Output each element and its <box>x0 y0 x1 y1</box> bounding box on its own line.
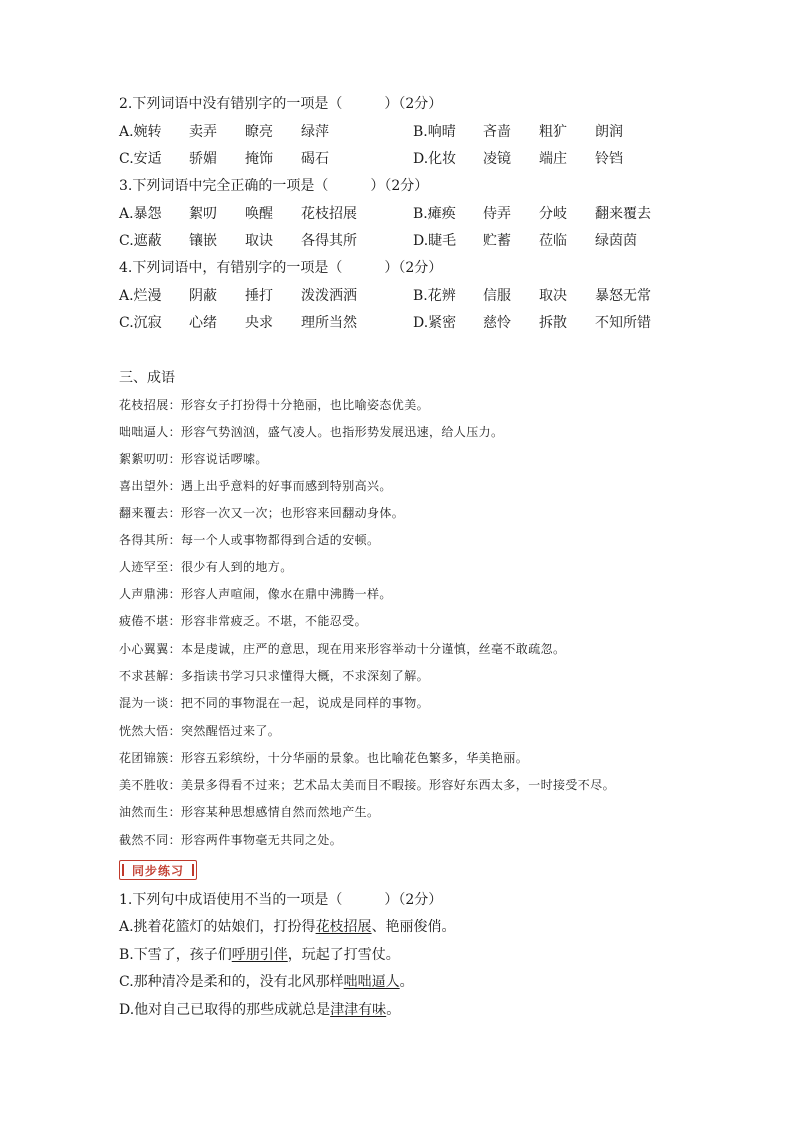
q2-options-row-1 <box>119 122 679 142</box>
q3-a-word-4: 花枝招展 <box>301 206 357 222</box>
q4-d-word-3: 拆散 <box>539 315 567 331</box>
option-c-idiom: 咄咄逼人 <box>343 974 400 990</box>
practice-option-d <box>119 1000 400 1020</box>
q4-a-word-4: 泼泼洒洒 <box>301 288 357 304</box>
q4-option-c: C.沉寂 <box>119 315 162 331</box>
q3-b-word-4: 翻来覆去 <box>595 206 651 222</box>
option-d-before: D.他对自己已取得的那些成就总是 <box>119 1002 331 1018</box>
q4-d-word-2: 慈怜 <box>483 315 511 331</box>
option-a-after: 、艳丽俊俏。 <box>371 919 456 935</box>
q3-option-a: A.暴怨 <box>119 206 162 222</box>
q2-b-word-2: 吝啬 <box>483 124 511 140</box>
option-c-after: 。 <box>399 974 414 990</box>
q4-option-b: B.花辨 <box>413 288 456 304</box>
idiom-entry-3: 絮絮叨叨：形容说话啰嗦。 <box>119 452 268 466</box>
option-b-before: B.下雪了，孩子们 <box>119 947 232 963</box>
idiom-entry-12: 混为一谈：把不同的事物混在一起，说成是同样的事物。 <box>119 696 430 710</box>
q2-a-word-2: 卖弄 <box>189 124 217 140</box>
idiom-entry-15: 美不胜收：美景多得看不过来；艺术品太美而目不暇接。形容好东西太多，一时接受不尽。 <box>119 778 616 792</box>
idiom-entry-6: 各得其所：每一个人或事物都得到合适的安顿。 <box>119 533 380 547</box>
q2-option-a: A.婉转 <box>119 124 162 140</box>
q3-a-word-3: 唤醒 <box>245 206 273 222</box>
option-c-before: C.那种清冷是柔和的，没有北风那样 <box>119 974 344 990</box>
question-4-stem: 4.下列词语中，有错别字的一项是（ ）（2分） <box>119 260 443 276</box>
section-3-title: 三、成语 <box>119 370 175 386</box>
q4-option-a: A.烂漫 <box>119 288 162 304</box>
option-d-idiom: 津津有味 <box>330 1002 387 1018</box>
q3-a-word-2: 絮叨 <box>189 206 217 222</box>
q3-option-b: B.瘫痪 <box>413 206 456 222</box>
q3-c-word-4: 各得其所 <box>301 233 357 249</box>
idiom-entry-10: 小心翼翼：本是虔诚，庄严的意思，现在用来形容举动十分谨慎，丝毫不敢疏忽。 <box>119 642 566 656</box>
idiom-entry-14: 花团锦簇：形容五彩缤纷，十分华丽的景象。也比喻花色繁多，华美艳丽。 <box>119 751 529 765</box>
q4-a-word-2: 阴蔽 <box>189 288 217 304</box>
q4-b-word-2: 信服 <box>483 288 511 304</box>
idiom-entry-1: 花枝招展：形容女子打扮得十分艳丽，也比喻姿态优美。 <box>119 398 430 412</box>
q2-c-word-2: 骄媚 <box>189 151 217 167</box>
idiom-entry-8: 人声鼎沸：形容人声喧闹，像水在鼎中沸腾一样。 <box>119 587 392 601</box>
practice-option-a <box>119 917 456 937</box>
q4-c-word-2: 心绪 <box>189 315 217 331</box>
idiom-entry-13: 恍然大悟：突然醒悟过来了。 <box>119 724 281 738</box>
q2-a-word-3: 瞭亮 <box>245 124 273 140</box>
q3-option-d: D.睫毛 <box>413 233 457 249</box>
q2-d-word-4: 铃铛 <box>595 151 623 167</box>
q4-c-word-4: 理所当然 <box>301 315 357 331</box>
q2-options-row-2 <box>119 149 679 169</box>
question-2-stem: 2.下列词语中没有错别字的一项是（ ）（2分） <box>119 96 443 112</box>
idiom-entry-4: 喜出望外：遇上出乎意料的好事而感到特别高兴。 <box>119 479 392 493</box>
q4-a-word-3: 捶打 <box>245 288 273 304</box>
q2-c-word-4: 碣石 <box>301 151 329 167</box>
q4-c-word-3: 央求 <box>245 315 273 331</box>
q3-b-word-3: 分岐 <box>539 206 567 222</box>
option-b-idiom: 呼朋引伴 <box>231 947 288 963</box>
q3-options-row-2 <box>119 231 679 251</box>
q3-options-row-1 <box>119 204 679 224</box>
practice-option-c <box>119 972 414 992</box>
q3-d-word-2: 贮蓄 <box>483 233 511 249</box>
q2-option-c: C.安适 <box>119 151 162 167</box>
q3-c-word-3: 取诀 <box>245 233 273 249</box>
idiom-entry-9: 疲倦不堪：形容非常疲乏。不堪，不能忍受。 <box>119 614 368 628</box>
q2-c-word-3: 掩饰 <box>245 151 273 167</box>
idiom-entry-5: 翻来覆去：形容一次又一次；也形容来回翻动身体。 <box>119 506 405 520</box>
q2-d-word-2: 凌镜 <box>483 151 511 167</box>
option-a-idiom: 花枝招展 <box>315 919 372 935</box>
q4-b-word-4: 暴怒无常 <box>595 288 651 304</box>
q3-option-c: C.遮蔽 <box>119 233 162 249</box>
q2-b-word-4: 朗润 <box>595 124 623 140</box>
idiom-entry-11: 不求甚解：多指读书学习只求懂得大概，不求深刻了解。 <box>119 669 430 683</box>
q4-options-row-2 <box>119 313 679 333</box>
q2-option-d: D.化妆 <box>413 151 457 167</box>
q3-d-word-3: 莅临 <box>539 233 567 249</box>
q4-d-word-4: 不知所错 <box>595 315 651 331</box>
q2-d-word-3: 端庄 <box>539 151 567 167</box>
option-a-before: A.挑着花篮灯的姑娘们，打扮得 <box>119 919 316 935</box>
question-3-stem: 3.下列词语中完全正确的一项是（ ）（2分） <box>119 178 429 194</box>
q2-a-word-4: 绿萍 <box>301 124 329 140</box>
idiom-entry-16: 油然而生：形容某种思想感情自然而然地产生。 <box>119 805 380 819</box>
option-b-after: ，玩起了打雪仗。 <box>287 947 400 963</box>
practice-option-b <box>119 945 400 965</box>
option-d-after: 。 <box>386 1002 401 1018</box>
sync-practice-badge: 同步练习 <box>119 860 197 880</box>
q2-option-b: B.响晴 <box>413 124 456 140</box>
q3-b-word-2: 侍弄 <box>483 206 511 222</box>
q3-c-word-2: 镶嵌 <box>189 233 217 249</box>
idiom-entry-2: 咄咄逼人：形容气势汹汹，盛气凌人。也指形势发展迅速，给人压力。 <box>119 425 504 439</box>
q4-b-word-3: 取决 <box>539 288 567 304</box>
q3-d-word-4: 绿茵茵 <box>595 233 637 249</box>
q2-b-word-3: 粗犷 <box>539 124 567 140</box>
q4-options-row-1 <box>119 286 679 306</box>
practice-question-stem: 1.下列句中成语使用不当的一项是（ ）（2分） <box>119 892 443 908</box>
q4-option-d: D.紧密 <box>413 315 457 331</box>
idiom-entry-7: 人迹罕至：很少有人到的地方。 <box>119 560 293 574</box>
idiom-entry-17: 截然不同：形容两件事物毫无共同之处。 <box>119 833 343 847</box>
